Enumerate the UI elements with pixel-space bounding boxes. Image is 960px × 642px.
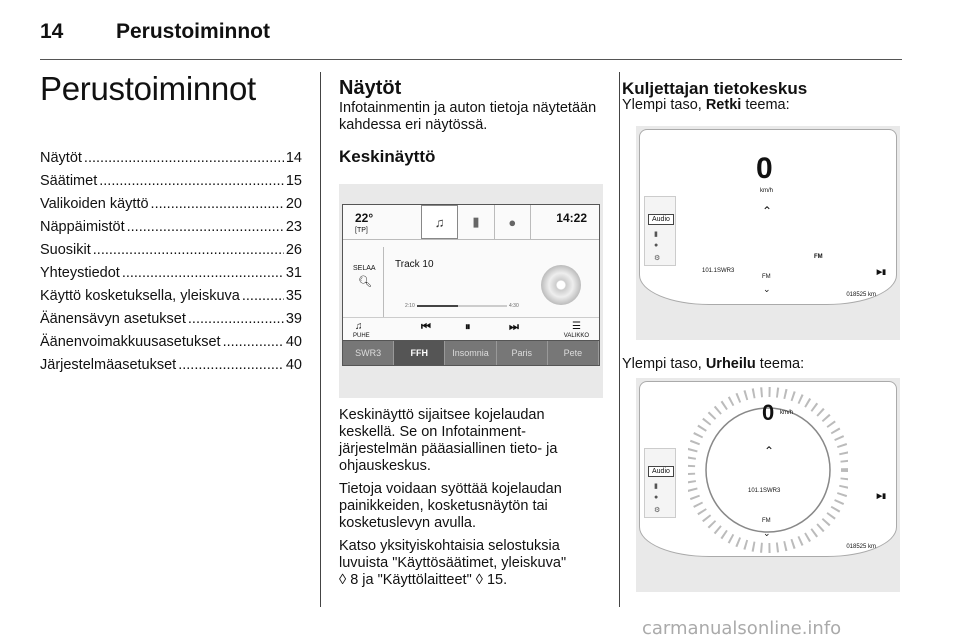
nav-icon: ●	[654, 494, 659, 501]
toc-label: Äänensävyn asetukset	[40, 311, 186, 327]
pause-icon: ⏸	[465, 321, 471, 333]
section-title: Näytöt	[339, 77, 402, 99]
odometer: 018525 km	[846, 292, 876, 298]
page-reference: 8 ja "Käyttölaitteet"	[350, 572, 472, 588]
disc-icon	[541, 265, 581, 305]
toc-page: 31	[285, 265, 302, 281]
toc-label: Suosikit	[40, 242, 91, 258]
center-display-screen	[342, 204, 600, 354]
toc-entry[interactable]	[40, 288, 302, 311]
toc-label: Yhteystiedot	[40, 265, 120, 281]
caption-text: Ylempi taso,	[622, 97, 706, 113]
track-title: Track 10	[395, 259, 434, 270]
toc-leader	[188, 311, 284, 327]
elapsed-time: 2:10	[405, 303, 415, 309]
phone-icon: ▮	[654, 231, 658, 238]
toc-label: Käyttö kosketuksella, yleiskuva	[40, 288, 240, 304]
chevron-down-icon: ⌄	[763, 284, 771, 294]
previous-track-icon: ⏮	[421, 321, 431, 333]
chevron-up-icon: ⌃	[764, 444, 775, 458]
page-title: Perustoiminnot	[40, 70, 256, 107]
toc-entry[interactable]	[40, 219, 302, 242]
section-body	[339, 407, 604, 589]
band-label: FM	[762, 518, 771, 524]
preset-button: Insomnia	[445, 341, 496, 365]
preset-button: Paris	[497, 341, 548, 365]
screen-divider	[383, 247, 384, 317]
toc-entry[interactable]	[40, 150, 302, 173]
toc-entry[interactable]	[40, 173, 302, 196]
toc-page: 35	[285, 288, 302, 304]
tp-indicator: [TP]	[355, 227, 368, 234]
preset-button: FFH	[394, 341, 445, 365]
caption-text: Ylempi taso,	[622, 356, 706, 372]
table-of-contents	[40, 150, 302, 380]
preset-bar	[342, 340, 600, 366]
caption-theme: Retki	[705, 97, 742, 113]
toc-entry[interactable]	[40, 196, 302, 219]
chevron-up-icon: ⌃	[762, 204, 773, 218]
band-label: FM	[762, 274, 771, 280]
preset-button: Pete	[548, 341, 599, 365]
section-driver-info	[622, 80, 902, 114]
toc-leader	[242, 288, 284, 304]
audio-label: Audio	[648, 214, 674, 225]
temperature-readout: 22°	[355, 211, 374, 225]
chevron-down-icon: ⌄	[763, 528, 771, 538]
toc-page: 14	[285, 150, 302, 166]
cluster-retki-illustration	[636, 126, 900, 340]
settings-icon: ⚙	[654, 255, 661, 262]
toc-entry[interactable]	[40, 242, 302, 265]
caption-urheilu	[622, 356, 804, 372]
toc-label: Valikoiden käyttö	[40, 196, 149, 212]
menu-icon: ☰	[572, 321, 581, 332]
toc-page: 40	[285, 357, 302, 373]
toc-page: 39	[285, 311, 302, 327]
forward-icon: ▶▮	[876, 493, 886, 500]
caption-theme: Urheilu	[705, 356, 756, 372]
column-separator	[320, 72, 321, 607]
progress-bar	[417, 305, 507, 307]
body-paragraph: Tietoja voidaan syöttää kojelaudan painikkeiden, kosketusnäytön tai kosketuslevyn avulla.	[339, 481, 562, 531]
center-display-illustration	[339, 184, 603, 398]
speed-readout: 0	[756, 152, 773, 185]
forward-icon: ▶▮	[876, 269, 886, 276]
toc-leader	[99, 173, 284, 189]
speed-readout: 0	[762, 400, 775, 425]
progress-fill	[417, 305, 458, 307]
next-track-icon: ⏭	[509, 321, 519, 333]
preset-button: SWR3	[343, 341, 394, 365]
band-label: FM	[814, 254, 823, 260]
subsection-title: Keskinäyttö	[339, 147, 436, 166]
toc-page: 40	[285, 334, 302, 350]
toc-page: 15	[285, 173, 302, 189]
reference-paragraph	[339, 538, 604, 589]
audio-label: Audio	[648, 466, 674, 477]
speed-unit: km/h	[780, 410, 794, 416]
odometer: 018525 km	[846, 544, 876, 550]
watermark: carmanualsonline.info	[642, 618, 842, 639]
station-name: 101.1SWR3	[748, 488, 781, 494]
intro-paragraph: Infotainmentin ja auton tietoja näytetään kahdessa eri näytössä.	[339, 100, 597, 133]
screen-divider	[343, 239, 599, 240]
toc-page: 23	[285, 219, 302, 235]
cluster-urheilu-illustration	[636, 378, 900, 592]
reference-text: Katso yksityiskohtaisia selostuksia luvuista "Käyttösäätimet, yleiskuva"	[339, 538, 567, 571]
toc-label: Säätimet	[40, 173, 98, 189]
screen-divider	[343, 317, 599, 318]
page-reference: 15.	[486, 572, 508, 588]
music-tab-icon: ♫	[421, 205, 458, 239]
section-title: Kuljettajan tietokeskus	[622, 79, 808, 98]
caption-text: teema:	[741, 97, 790, 113]
nav-icon: ●	[654, 242, 659, 249]
toc-leader	[127, 219, 284, 235]
toc-leader	[178, 357, 284, 373]
section-displays	[339, 77, 604, 166]
browse-label: SELAA	[353, 265, 376, 272]
page-number: 14	[40, 20, 64, 43]
toc-label: Äänenvoimakkuusasetukset	[40, 334, 221, 350]
search-icon: 🔍︎	[358, 276, 372, 288]
toc-page: 26	[285, 242, 302, 258]
body-paragraph: Keskinäyttö sijaitsee kojelaudan keskellä. Se on Infotainment-järjestelmän pääasiallinen tieto- ja ohjauskeskus.	[339, 407, 558, 474]
toc-leader	[84, 150, 284, 166]
settings-icon: ⚙	[654, 507, 661, 514]
toc-label: Näytöt	[40, 150, 82, 166]
total-time: 4:30	[509, 303, 519, 309]
toc-entry[interactable]	[40, 265, 302, 288]
toc-entry[interactable]	[40, 357, 302, 380]
toc-label: Järjestelmäasetukset	[40, 357, 177, 373]
speech-label: PUHE	[353, 333, 370, 339]
cross-reference-icon: ◊	[475, 572, 483, 588]
toc-entry[interactable]	[40, 311, 302, 334]
toc-entry[interactable]	[40, 334, 302, 357]
phone-tab-icon: ▮	[458, 205, 494, 239]
toc-leader	[151, 196, 284, 212]
column-separator	[619, 72, 620, 607]
phone-icon: ▮	[654, 483, 658, 490]
caption-retki	[622, 97, 902, 114]
source-tabs	[421, 205, 531, 239]
station-name: 101.1SWR3	[702, 268, 735, 274]
toc-leader	[93, 242, 284, 258]
toc-leader	[122, 265, 284, 281]
speech-icon: ♫	[355, 321, 363, 332]
speed-unit: km/h	[760, 188, 774, 194]
header-rule	[40, 59, 902, 60]
menu-label: VALIKKO	[563, 333, 589, 339]
cross-reference-icon: ◊	[339, 572, 347, 588]
nav-tab-icon: ●	[495, 205, 531, 239]
caption-text: teema:	[755, 356, 805, 372]
toc-page: 20	[285, 196, 302, 212]
toc-label: Näppäimistöt	[40, 219, 125, 235]
running-title: Perustoiminnot	[116, 20, 271, 43]
clock-readout: 14:22	[556, 211, 587, 225]
toc-leader	[223, 334, 284, 350]
